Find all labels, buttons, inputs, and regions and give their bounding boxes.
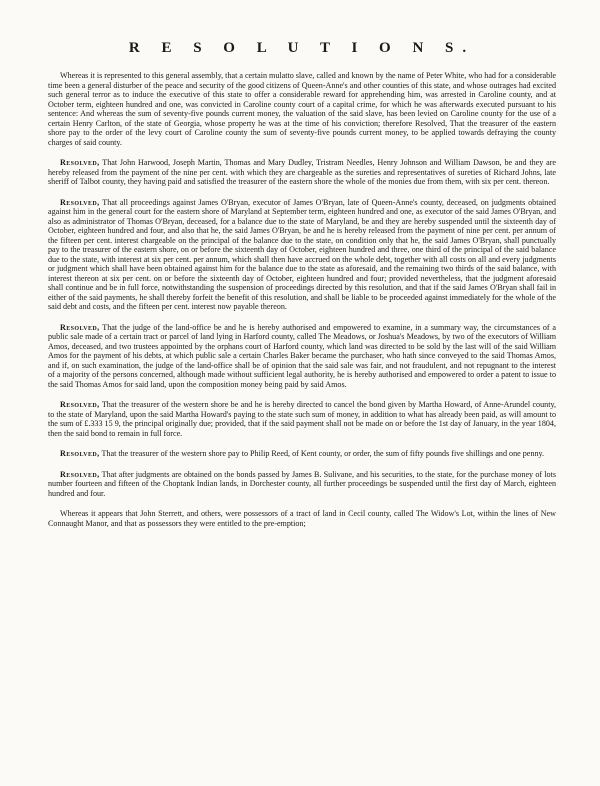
resolution-text: Whereas it is represented to this general assembly, that a certain mulatto slave, called and known by the name of Peter White, who had for a considerable time been a general disturber of the peace and security of the good citizens of Queen-Anne's and other counties of this state, and whose outrages had excited such general terror as to induce the executive of this state to offer a considerable reward for apprehending him, was arrested in Caroline county, and at October term, eighteen hundred and one, was convicted in Caroline county court of a capital crime, for which he was afterwards executed pursuant to his sentence: And whereas the sum of seventy-five pounds current money, the valuation of the said slave, has been levied on Caroline county for the use of a certain Henry Carlton, of the state of Georgia, whose property he was at the time of his conviction; therefore Resolved, That the treasurer of the eastern shore pay to the order of the levy court of Caroline county the sum of seventy-five pounds current money, to be applied towards defraying the county charges of said county. bbox=[48, 71, 556, 147]
resolution-paragraph bbox=[48, 509, 556, 528]
resolution-lead: Resolved, bbox=[60, 197, 100, 207]
resolution-paragraph bbox=[48, 198, 556, 312]
resolution-lead: Resolved, bbox=[60, 469, 100, 479]
resolution-lead: Resolved, bbox=[60, 400, 100, 409]
resolution-text: That after judgments are obtained on the bonds passed by James B. Sulivane, and his securities, to the state, for the purchase money of lots number fourteen and fifteen of the Choptank Indian lands, in Dorchester county, all further proceedings be suspended until the first day of March, eighteen hundred and four. bbox=[48, 469, 556, 498]
resolution-paragraph bbox=[48, 71, 556, 147]
page-heading: R E S O L U T I O N S. bbox=[128, 40, 476, 56]
resolution-text: That the treasurer of the western shore be and he is hereby directed to cancel the bond given by Martha Howard, of Anne-Arundel county, to the state of Maryland, upon the said Martha Howard's paying to the state such sum of money, in addition to what has already been paid, as will amount to the sum of £.333 15 9, the principal originally due; provided, that if the said payment shall not be made on or before the 1st day of January, in the year 1804, then the said bond to remain in full force. bbox=[48, 400, 556, 438]
resolution-paragraph bbox=[48, 400, 556, 438]
resolution-text: That the treasurer of the western shore pay to Philip Reed, of Kent county, or order, the sum of fifty pounds five shillings and one penny. bbox=[101, 449, 545, 458]
resolution-paragraph bbox=[48, 158, 556, 187]
resolution-lead: Resolved, bbox=[60, 449, 100, 458]
resolution-text: Whereas it appears that John Sterrett, and others, were possessors of a tract of land in Cecil county, called The Widow's Lot, within the lines of New Connaught Manor, and that as possessors they were entitled to the pre-emption; bbox=[48, 509, 556, 528]
resolution-lead: Resolved, bbox=[60, 322, 100, 332]
resolution-paragraph bbox=[48, 323, 556, 390]
resolution-paragraph bbox=[48, 449, 556, 459]
resolution-text: That the judge of the land-office be and he is hereby authorised and empowered to examine, in a summary way, the circumstances of a public sale made of a certain tract or parcel of land lying in Harford county, called The Meadows, or Joshua's Meadows, by two of the executors of William Amos, deceased, and two trustees appointed by the orphans court of Harford county, which land was directed to be sold by the last will of the said William Amos for the payment of his debts, at which public sale a certain Charles Baker became the purchaser, who hath since conveyed to the said Thomas Amos, and if, on such examination, the judge of the land-office shall be of opinion that the said sale was fair, and not fraudulent, and not repugnant to the interest of a majority of the persons concerned, although made without sufficient legal authority, he is hereby authorised and empowered to order a patent to issue to the said Thomas Amos for said land, upon the composition money being paid by said Amos. bbox=[48, 322, 556, 389]
resolution-text: That John Harwood, Joseph Martin, Thomas and Mary Dudley, Tristram Needles, Henry Johnson and William Dawson, be and they are hereby released from the payment of the nine per cent. with which they are chargeable as the sureties and representatives of sureties of Richard Johns, late sheriff of Talbot county, they having paid and satisfied the treasurer of the eastern shore the whole of the monies due from them, with six per cent. thereon. bbox=[48, 158, 556, 186]
resolution-lead: Resolved, bbox=[60, 158, 100, 167]
resolution-paragraph bbox=[48, 470, 556, 499]
resolution-text: That all proceedings against James O'Bryan, executor of James O'Bryan, late of Queen-Anne's county, deceased, on judgments obtained against him in the general court for the eastern shore of Maryland at September term, eighteen hundred and one, as executor of the said James O'Bryan, and also as administrator of Thomas O'Bryan, deceased, for a balance due to the state of Maryland, be and they are hereby suspended until the sixteenth day of October, eighteen hundred and four, and also that he, the said James O'Bryan, be and he is hereby released from the payment of nine per cent. per annum of the fifteen per cent. interest chargeable on the principal of the balance due to the state, on condition only that he, the said James O'Bryan, shall punctually pay to the treasurer of the eastern shore, on or before the sixteenth day of October, eighteen hundred and three, one third of the principal of the said balance due to the state, with interest at six per cent. per annum, which shall then have accrued on the whole debt, together with all costs on all and every judgments or judgment which shall have been obtained against him for the balance due to the state as aforesaid, and the remaining two thirds of the said balance, with interest thereon at six per cent. on or before the sixteenth day of October, eighteen hundred and four; provided nevertheless, that the judgment aforesaid shall continue and be in full force, notwithstanding the suspension of proceedings directed by this resolution, and that if the said James O'Bryan shall fail in either of the said payments, he shall thereby forfeit the benefit of this resolution, and shall be liable to be proceeded against immediately for the whole of the said debt and costs, and the fifteen per cent. interest now payable thereon. bbox=[48, 197, 556, 311]
